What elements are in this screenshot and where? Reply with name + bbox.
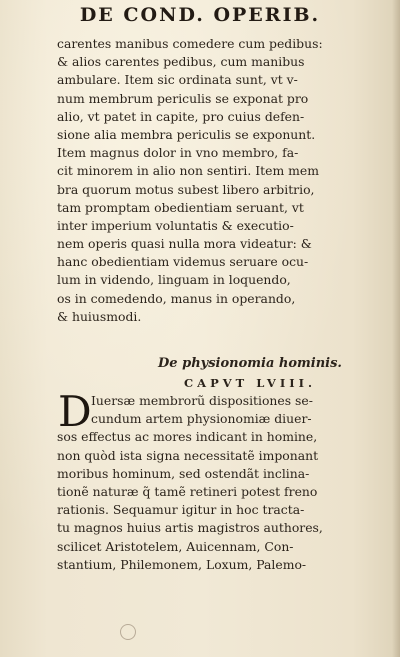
page-edge-shadow [392,0,400,657]
chapter-line: moribus hominum, sed ostendãt inclina- [57,465,310,481]
paragraph-line: os in comedendo, manus in operando, [57,290,296,306]
paragraph-line: bra quorum motus subest libero arbitrio, [57,181,315,197]
chapter-body [57,387,387,574]
chapter-line: tu magnos huius artis magistros authores, [57,520,323,536]
paragraph-line: sione alia membra periculis se exponunt. [57,126,316,142]
chapter-line: rationis. Sequamur igitur in hoc tracta- [57,502,305,518]
chapter-line: scilicet Aristotelem, Auicennam, Con- [57,538,294,554]
chapter-line: non quòd ista signa necessitatẽ imponant [57,447,319,463]
section-title: De physionomia hominis. [158,356,342,371]
paragraph-line: ambulare. Item sic ordinata sunt, vt v- [57,72,298,88]
paragraph-line: & huiusmodi. [57,308,142,324]
chapter-line: sos effectus ac mores indicant in homine, [57,429,318,445]
paragraph-line: nem operis quasi nulla mora videatur: & [57,236,312,252]
paragraph-line: inter imperium voluntatis & executio- [57,217,294,233]
chapter-line: stantium, Philemonem, Loxum, Palemo- [57,556,307,572]
paragraph-line: & alios carentes pedibus, cum manibus [57,54,305,70]
paragraph-line: tam promptam obedientiam seruant, vt [57,199,304,215]
paragraph-line: num membrum periculis se exponat pro [57,90,309,106]
paragraph-line: carentes manibus comedere cum pedibus: [57,36,323,51]
chapter-label: CAPVT LVIII. [184,376,316,390]
drop-cap: D [58,387,92,436]
paragraph-line: cit minorem in alio non sentiri. Item mem [57,163,319,179]
paragraph-line: alio, vt patet in capite, pro cuius defen- [57,108,305,124]
paragraph-line: Item magnus dolor in vno membro, fa- [57,145,299,161]
page-stain-mark [120,624,136,640]
chapter-line: Iuersæ membrorũ dispositiones se- [91,393,313,408]
paragraph-line: hanc obedientiam videmus seruare ocu- [57,254,309,270]
paragraph-block [57,35,385,326]
chapter-line: cundum artem physionomiæ diuer- [91,411,312,427]
paragraph-line: lum in videndo, linguam in loquendo, [57,272,291,288]
running-head: DE COND. OPERIB. [79,4,321,26]
chapter-line: tionẽ naturæ q̃ tamẽ retineri potest freno [57,483,318,499]
